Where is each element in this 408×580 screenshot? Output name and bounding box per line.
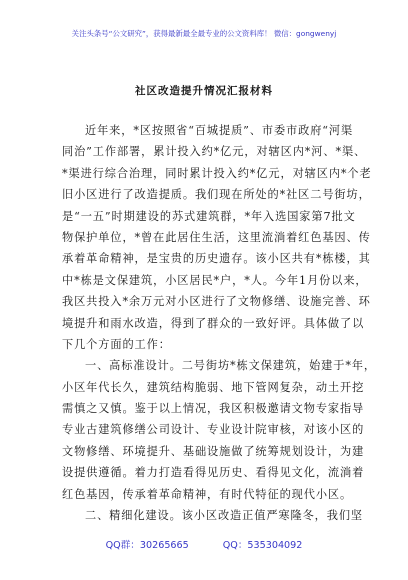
document-title: 社区改造提升情况汇报材料 bbox=[135, 85, 273, 97]
body-line: 专业古建筑修缮公司设计、专业设计院审核，对该小区的 bbox=[62, 423, 365, 437]
footer-qq: QQ：535304092 bbox=[222, 540, 303, 551]
body-line: 物保护单位，*曾在此居住生活，这里流淌着红色基因、传 bbox=[62, 230, 371, 244]
body-line: 设提供遵循。着力打造看得见历史、看得见文化，流淌着 bbox=[62, 466, 365, 480]
body-line: 二、精细化建设。该小区改造正值严寒隆冬，我们坚 bbox=[85, 509, 364, 523]
body-line: 近年来，*区按照省“百城提质”、市委市政府“河渠 bbox=[85, 124, 354, 137]
footer-contact bbox=[0, 537, 408, 551]
body-line: 同治”工作部署，累计投入约*亿元，对辖区内*河、*渠、 bbox=[62, 145, 367, 159]
body-line: 境提升和雨水改造，得到了群众的一致好评。具体做了以 bbox=[62, 316, 365, 330]
body-line: 下几个方面的工作： bbox=[62, 337, 171, 351]
body-line: 红色基因，传承着革命精神，有时代特征的现代小区。 bbox=[62, 487, 353, 501]
body-line: 旧小区进行了改造提质。我们现在所处的*社区二号街坊， bbox=[62, 188, 371, 202]
body-line: 是“一五”时期建设的苏式建筑群，*年入选国家第7批文 bbox=[62, 209, 356, 223]
body-line: 我区共投入*余万元对小区进行了文物修缮、设施完善、环 bbox=[62, 295, 371, 309]
body-line: 一、高标准设计。二号街坊*栋文保建筑，始建于*年， bbox=[85, 359, 377, 373]
body-line: 文物修缮、环境提升、基础设施做了统筹规划设计，为建 bbox=[62, 444, 365, 458]
document-body bbox=[62, 120, 377, 526]
body-line: 需慎之又慎。鉴于以上情况，我区积极邀请文物专家指导 bbox=[62, 402, 365, 416]
body-line: 小区年代长久，建筑结构脆弱、地下管网复杂，动土开挖 bbox=[62, 380, 365, 394]
body-line: 中*栋是文保建筑，小区居民*户，*人。今年1月份以来， bbox=[62, 273, 368, 287]
footer-qq-group: QQ群：30265665 bbox=[105, 540, 189, 551]
body-line: 承着革命精神，是宝贵的历史遗存。该小区共有*栋楼，其 bbox=[62, 252, 371, 266]
body-line: *渠进行综合治理，同时累计投入约*亿元，对辖区内*个老 bbox=[62, 166, 372, 180]
header-banner: 关注头条号“公文研究”，获得最新最全最专业的公文资料库！ 微信：gongwenyj bbox=[71, 29, 337, 38]
